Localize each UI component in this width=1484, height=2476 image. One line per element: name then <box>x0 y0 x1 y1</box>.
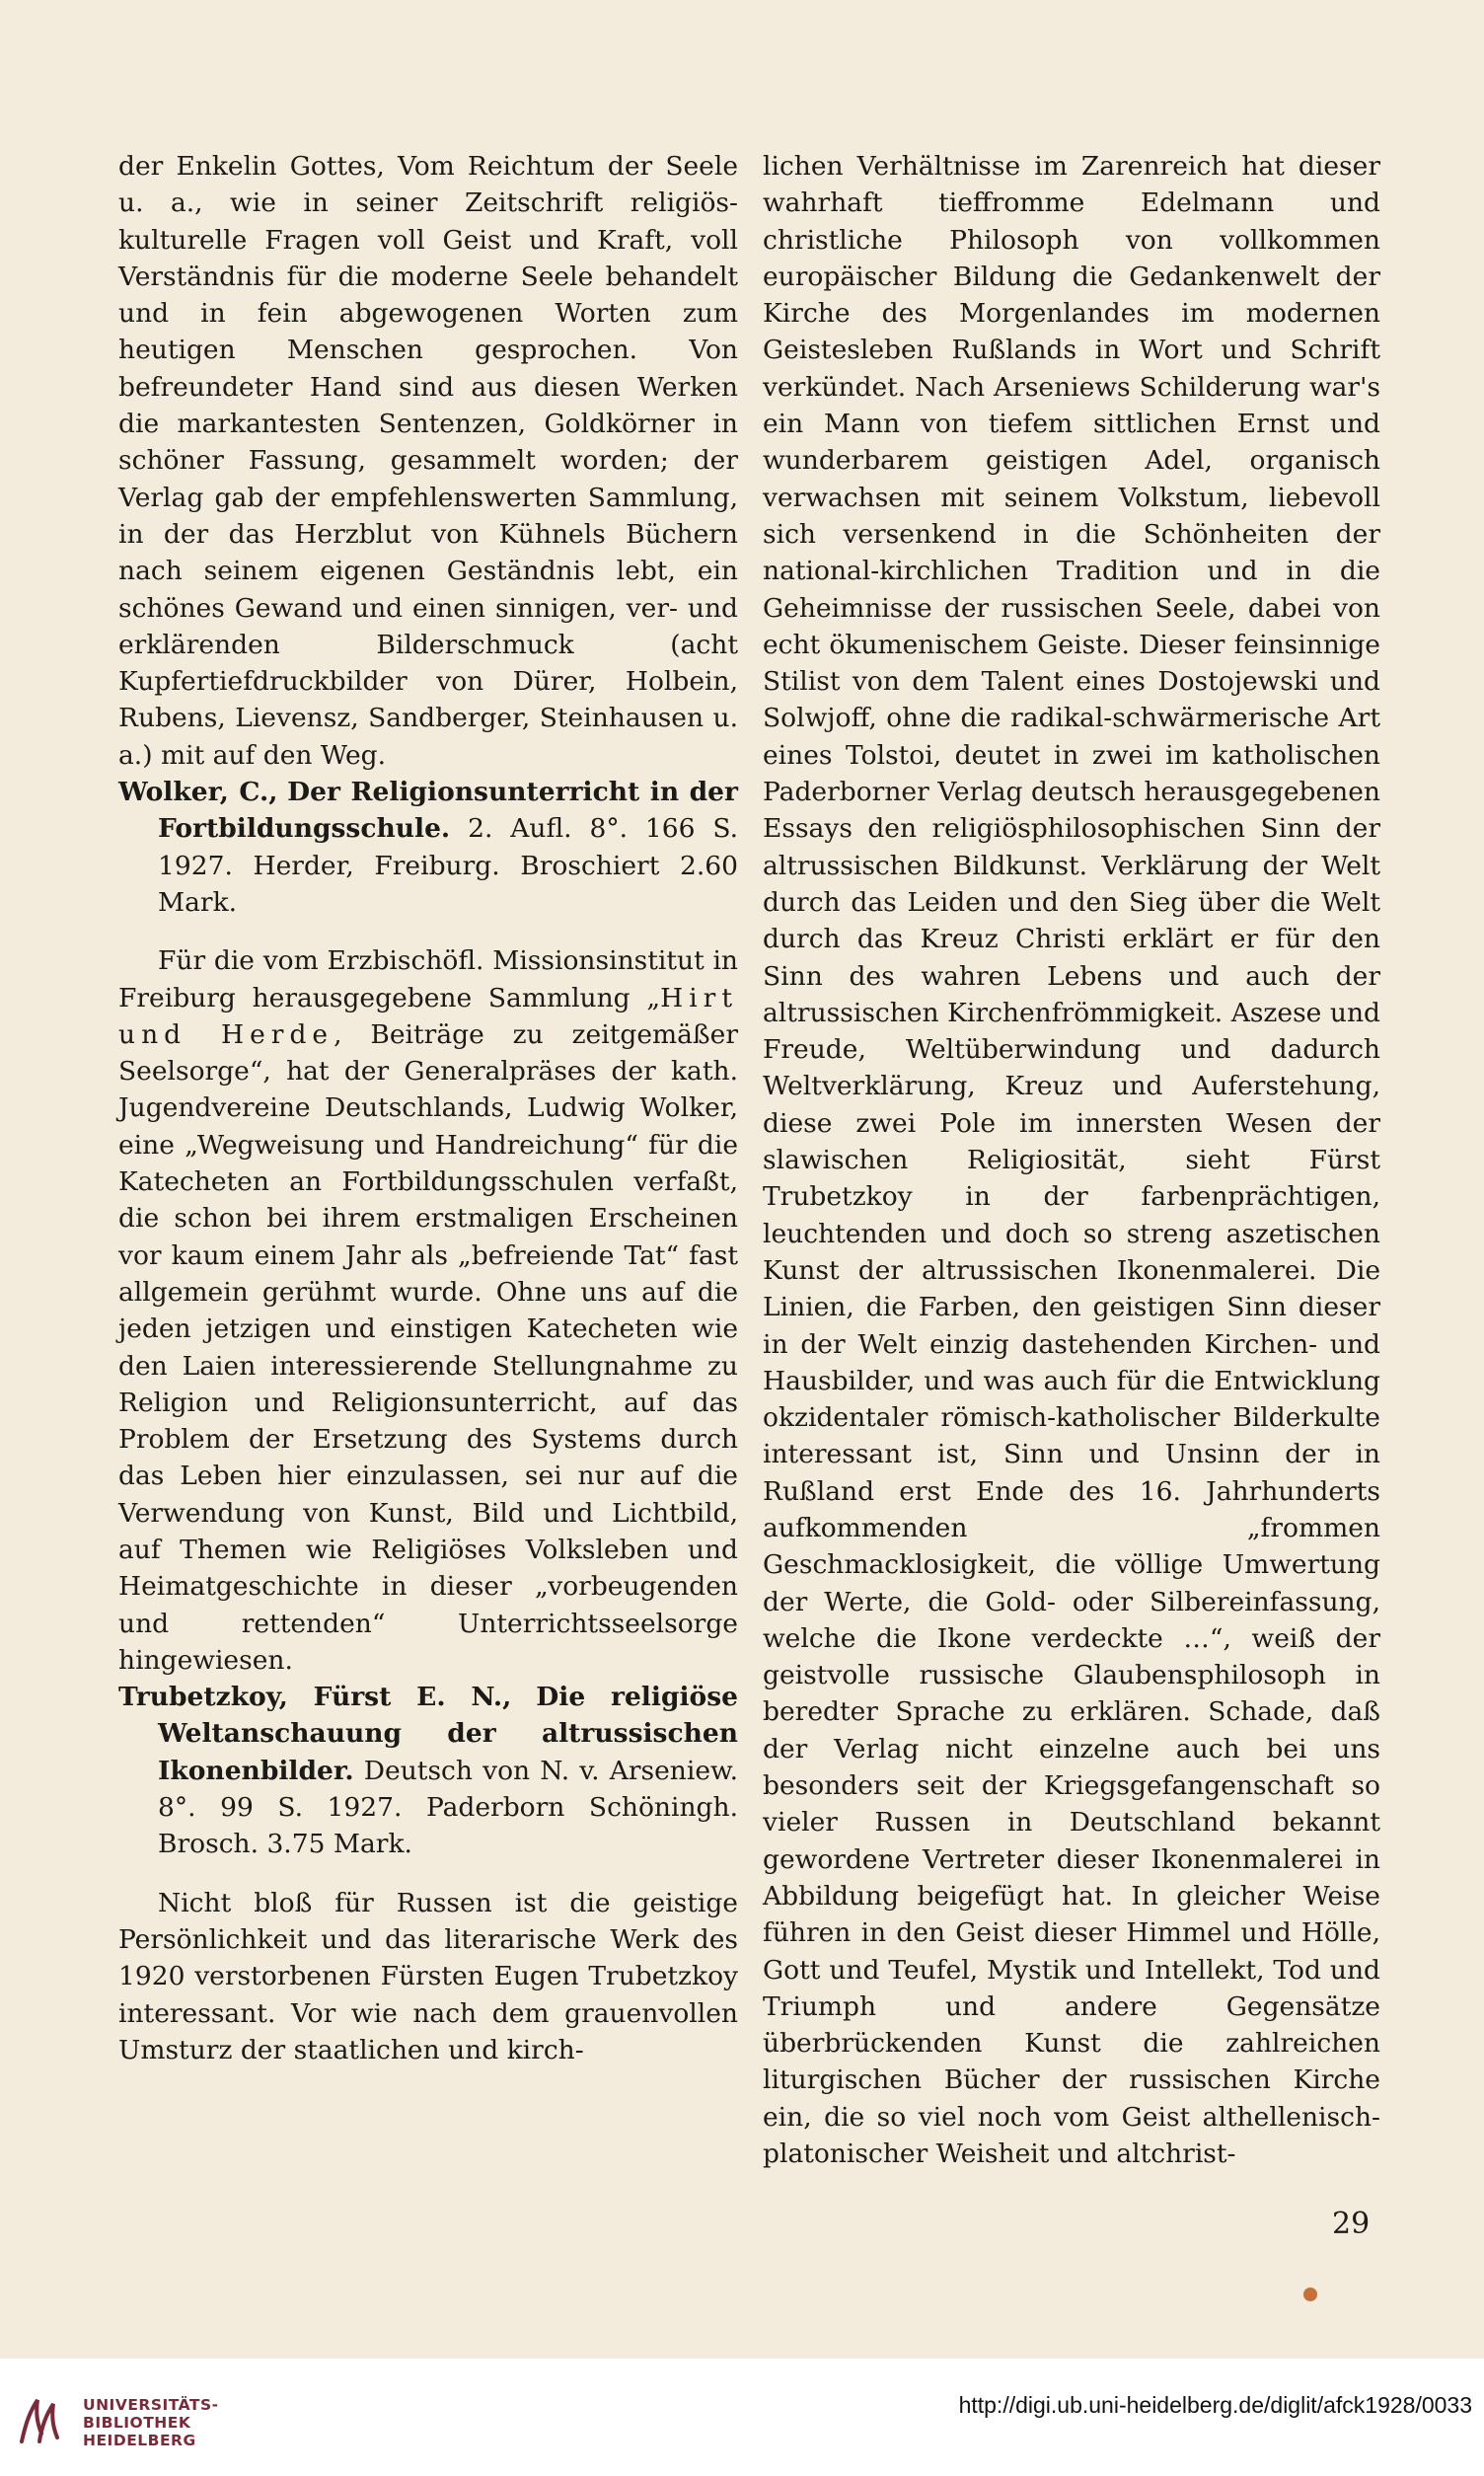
bibliographic-entry-trubetzkoy <box>118 1679 738 1862</box>
right-column <box>763 148 1380 2172</box>
library-line: HEIDELBERG <box>83 2432 196 2449</box>
review-continuation: lichen Verhältnisse im Zarenreich hat dieser wahrhaft tieffromme Edelmann und christliche Philosoph von vollkommen europäischer Bildung die Gedankenwelt der Kirche des Morgenlandes im modernen Geistesleben Rußlands in Wort und Schrift verkündet. Nach Arseniews Schilderung war's ein Mann von tiefem sittlichen Ernst und wunderbarem geistigen Adel, organisch verwachsen mit seinem Volkstum, liebevoll sich versenkend in die Schönheiten der national-kirchlichen Tradition und in die Geheimnisse der russischen Seele, dabei von echt ökumenischem Geiste. Dieser feinsinnige Stilist von dem Talent eines Dostojewski und Solwjoff, ohne die radikal-schwärmerische Art eines Tolstoi, deutet in zwei im katholischen Paderborner Verlag deutsch herausgegebenen Essays den religiösphilosophischen Sinn der altrussischen Bildkunst. Verklärung der Welt durch das Leiden und den Sieg über die Welt durch das Kreuz Christi erklärt er für den Sinn des wahren Lebens und auch der altrussischen Kirchenfrömmigkeit. Aszese und Freude, Weltüberwindung und dadurch Weltverklärung, Kreuz und Auferstehung, diese zwei Pole im innersten Wesen der slawischen Religiosität, sieht Fürst Trubetzkoy in der farbenprächtigen, leuchtenden und doch so streng aszetischen Kunst der altrussischen Ikonenmalerei. Die Linien, die Farben, den geistigen Sinn dieser in der Welt einzig dastehenden Kirchen- und Hausbilder, und was auch für die Entwicklung okzidentaler römisch-katholischer Bilderkulte interessant ist, Sinn und Unsinn der in Rußland erst Ende des 16. Jahrhunderts aufkommenden „frommen Geschmacklosigkeit, die völlige Umwertung der Werte, die Gold- oder Silbereinfassung, welche die Ikone verdeckte …“, weiß der geistvolle russische Glaubensphilosoph in beredter Sprache zu erklären. Schade, daß der Verlag nicht einzelne auch bei uns besonders seit der Kriegsgefangenschaft so vieler Russen in Deutschland bekannt gewordene Vertreter dieser Ikonenmalerei in Abbildung beigefügt hat. In gleicher Weise führen in den Geist dieser Himmel und Hölle, Gott und Teufel, Mystik und Intellekt, Tod und Triumph und andere Gegensätze überbrückenden Kunst die zahlreichen liturgischen Bücher der russischen Kirche ein, die so viel noch vom Geist althellenisch-platonischer Weisheit und altchrist- <box>763 151 1380 2170</box>
entry-author: Trubetzkoy, Fürst E. N., <box>118 1682 512 1713</box>
entry-title: Der Religionsunterricht in der Fortbildungsschule. <box>158 777 738 845</box>
entry-details: 2. Aufl. 8°. 166 S. 1927. Herder, Freiburg. Broschiert 2.60 Mark. <box>158 813 738 918</box>
intro-paragraph: der Enkelin Gottes, Vom Reichtum der Seele u. a., wie in seiner Zeitschrift religiös-kulturelle Fragen voll Geist und Kraft, voll Verständnis für die moderne Seele behandelt und in fein abgewogenen Worten zum heutigen Menschen gesprochen. Von befreundeter Hand sind aus diesen Werken die markantesten Sentenzen, Goldkörner in schöner Fassung, gesammelt worden; der Verlag gab der empfehlenswerten Sammlung, in der das Herzblut von Kühnels Büchern nach seinem eigenen Geständnis lebt, ein schönes Gewand und einen sinnigen, ver- und erklärenden Bilderschmuck (acht Kupfertiefdruckbilder von Dürer, Holbein, Rubens, Lievensz, Sandberger, Steinhausen u. a.) mit auf den Weg. <box>118 151 738 771</box>
review-text-part2: , Beiträge zu zeitgemäßer Seelsorge“, hat der Generalpräses der kath. Jugendvereine Deutschlands, Ludwig Wolker, eine „Wegweisung und Handreichung“ für die Katecheten an Fortbildungsschulen verfaßt, die schon bei ihrem erstmaligen Erscheinen vor kaum einem Jahr als „befreiende Tat“ fast allgemein gerühmt wurde. Ohne uns auf die jeden jetzigen und einstigen Katecheten wie den Laien interessierende Stellungnahme zu Religion und Religionsunterricht, auf das Problem der Ersetzung des Systems durch das Leben hier einzulassen, sei nur auf die Verwendung von Kunst, Bild und Lichtbild, auf Themen wie Religiöses Volksleben und Heimatgeschichte in dieser „vorbeugenden und rettenden“ Unterrichtsseelsorge hingewiesen. <box>118 1018 738 1676</box>
library-line: BIBLIOTHEK <box>83 2414 191 2432</box>
page-number: 29 <box>1332 2207 1371 2241</box>
library-line: UNIVERSITÄTS- <box>83 2396 219 2414</box>
entry-author: Wolker, C., <box>118 777 278 808</box>
paper-spot <box>1303 2288 1317 2301</box>
entry-title: Die religiöse Weltanschauung der altrussischen Ikonenbilder. <box>158 1682 738 1786</box>
review-text-part1: Für die vom Erzbischöfl. Missionsinstitut in Freiburg herausgegebene Sammlung „ <box>118 945 738 1013</box>
entry-details: Deutsch von N. v. Arseniew. 8°. 99 S. 1927. Paderborn Schöningh. Brosch. 3.75 Mark. <box>158 1755 738 1860</box>
bibliographic-entry-wolker <box>118 774 738 921</box>
review-paragraph-wolker <box>118 942 738 1679</box>
library-name <box>83 2396 219 2449</box>
left-column <box>118 148 738 2068</box>
review-paragraph-trubetzkoy: Nicht bloß für Russen ist die geistige Persönlichkeit und das literarische Werk des 1920 verstorbenen Fürsten Eugen Trubetzkoy interessant. Vor wie nach dem grauenvollen Umsturz der staatlichen und kirch- <box>118 1887 738 2065</box>
viewer-footer <box>0 2359 1484 2476</box>
source-url-link[interactable]: http://digi.ub.uni-heidelberg.de/diglit/afck1928/0033 <box>958 2392 1472 2418</box>
series-title: Hirt und Herde <box>118 982 738 1050</box>
ub-heidelberg-logo-icon <box>16 2394 61 2445</box>
